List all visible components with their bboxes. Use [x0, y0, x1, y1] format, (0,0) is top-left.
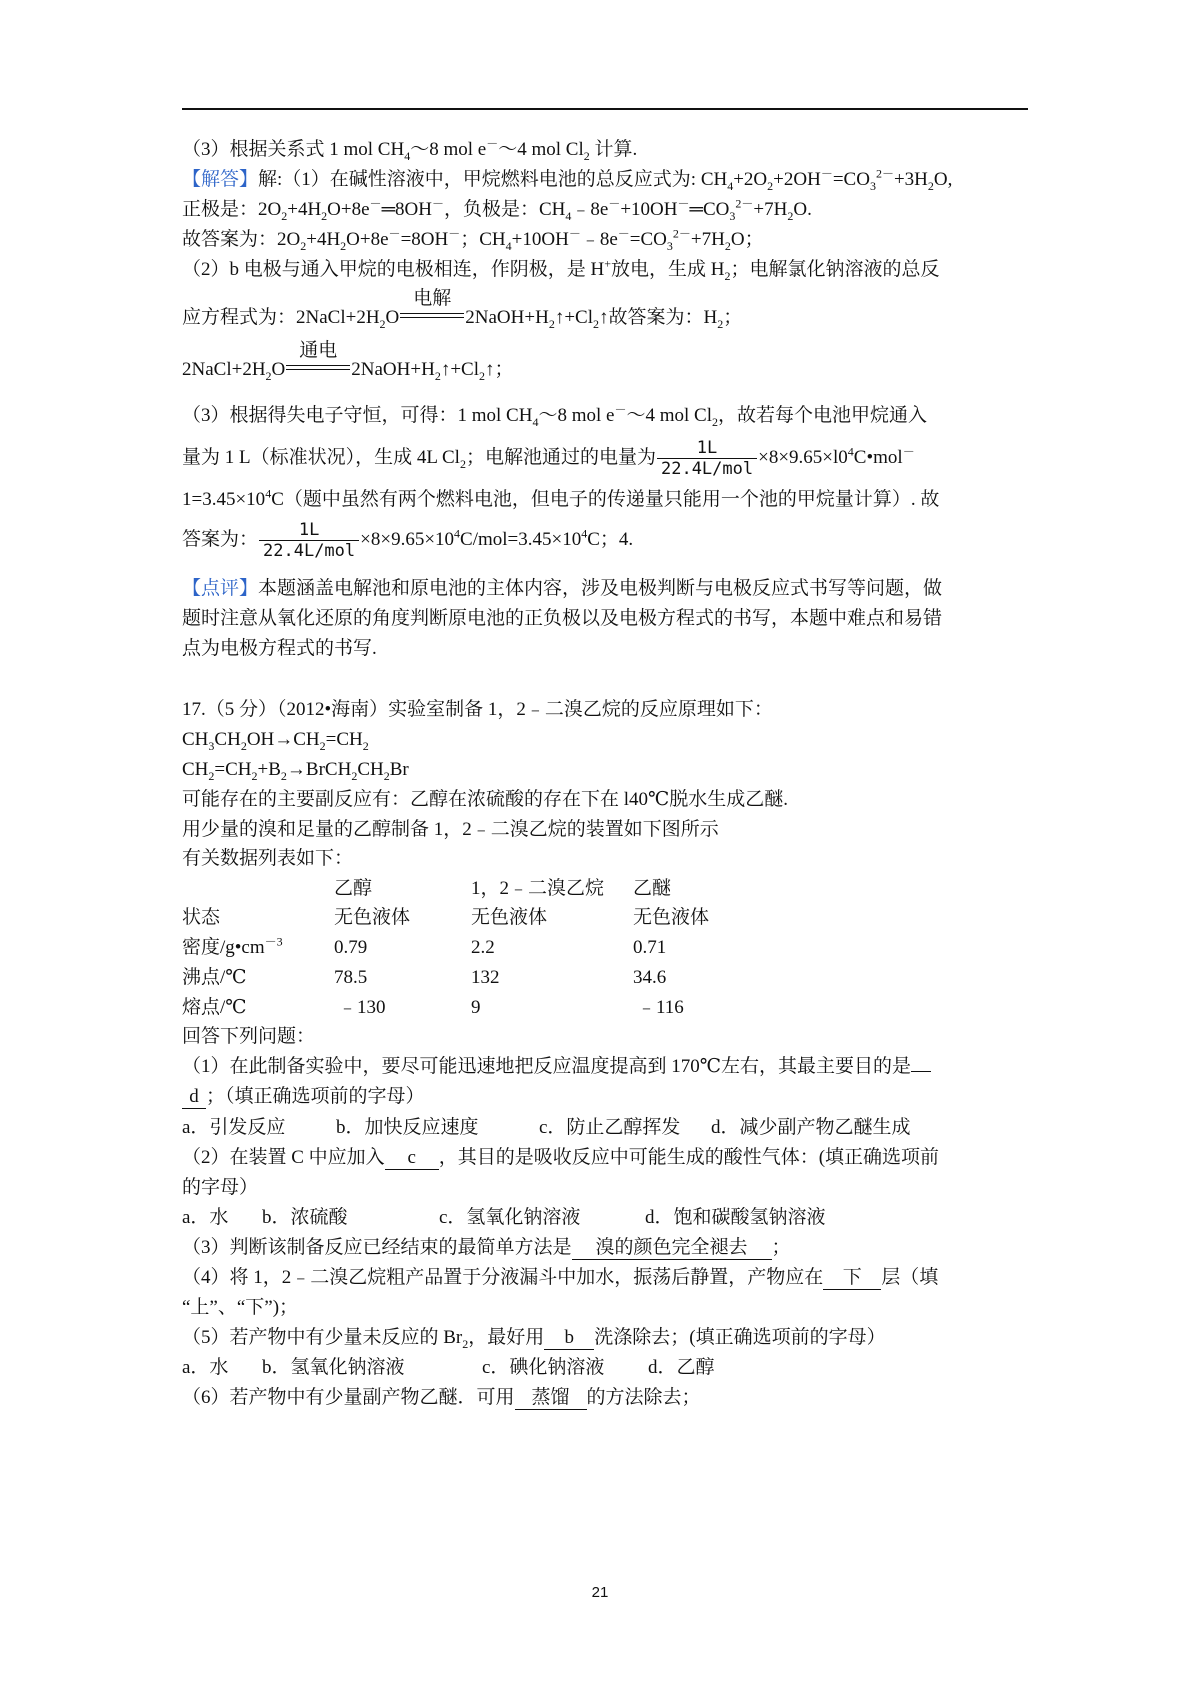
option-d: d．减少副产物乙醚生成	[711, 1117, 911, 1138]
answer-line-4: （2）b 电极与通入甲烷的电极相连，作阴极，是 H+放电，生成 $H_2$；电解氯化钠溶液的总反	[182, 256, 940, 283]
option-c: c．碘化钠溶液	[482, 1357, 605, 1378]
table-cell: 34.6	[633, 967, 667, 988]
answer-line-1: 【解答】解:（1）在碱性溶液中，甲烷燃料电池的总反应式为: $CH_4+2O_2+2OH^-=CO_3^{2-}+3H_2O$,	[182, 166, 953, 193]
answer-blank: 蒸馏	[515, 1387, 587, 1410]
setup-text: 用少量的溴和足量的乙醇制备 1，2﹣二溴乙烷的装置如下图所示	[182, 819, 719, 840]
answer-line-3: 故答案为：$2O_2+4H_2O+8e^-=8OH^-$；$CH_4+10OH^-﹣8e^-=CO_3^{2-}+7H_2O$；	[182, 226, 764, 253]
comment-tag: 【点评】	[182, 578, 259, 599]
option-c: c．防止乙醇挥发	[539, 1117, 681, 1138]
sub-question-6: （6）若产物中有少量副产物乙醚．可用 蒸馏 的方法除去；	[182, 1387, 701, 1408]
table-cell: 熔点/℃	[182, 997, 247, 1018]
fraction: $\frac{1L}{\text{22.4L/mol}}$	[259, 520, 359, 561]
option-d: d．乙醇	[648, 1357, 715, 1378]
answer-blank: 溴的颜色完全褪去	[572, 1237, 772, 1260]
table-cell: 密度$/g•cm^{-3}$	[182, 934, 283, 958]
header-rule	[182, 108, 1028, 110]
option-c: c．氢氧化钠溶液	[439, 1207, 581, 1228]
question-17-title: 17.（5 分）（2012•海南）实验室制备 1，2﹣二溴乙烷的反应原理如下：	[182, 699, 773, 720]
fraction: $\frac{1L}{\text{22.4L/mol}}$	[657, 438, 757, 479]
table-cell: 0.71	[633, 937, 667, 958]
answer-line-5: 应方程式为：$2NaCl+2H_2O$ 电解 $2NaOH+H_2↑+Cl_2↑$故答案为：$H_2$；	[182, 287, 743, 331]
table-cell: 无色液体	[334, 907, 411, 928]
option-b: b．加快反应速度	[336, 1117, 479, 1138]
option-a: a．水	[182, 1357, 229, 1378]
reaction-1: $CH_3CH_2OH\to CH_2=CH_2$	[182, 729, 369, 753]
comment-line-1: 【点评】本题涵盖电解池和原电池的主体内容，涉及电极判断与电极反应式书写等问题，做	[182, 578, 943, 599]
comment-line-3: 点为电极方程式的书写.	[182, 638, 377, 659]
table-intro: 有关数据列表如下：	[182, 848, 354, 869]
table-cell: ﹣130	[338, 997, 386, 1018]
reaction-2: $CH_2=CH_2+B_2\to BrCH_2CH_2Br$	[182, 759, 409, 783]
answer-blank	[911, 1071, 931, 1072]
sub-question-2-cont: 的字母）	[182, 1177, 259, 1198]
sub-question-2: （2）在装置 C 中应加入 c ，其目的是吸收反应中可能生成的酸性气体：(填正确选项前	[182, 1147, 940, 1168]
table-cell: 2.2	[471, 937, 495, 958]
option-b: b．氢氧化钠溶液	[262, 1357, 405, 1378]
para-relation: （3）根据关系式 1 mol $CH_4\sim 8$ mol e－～4 mol $Cl_2$ 计算.	[182, 136, 638, 163]
answer-line-8: 量为 1 L（标准状况），生成 4L $Cl_2$；电解池通过的电量为 $\frac{1L}{\text{22.4L/mol}}$ $\times 8\times 9.65\times l0^4C•mol^-$	[182, 438, 915, 480]
table-cell: 无色液体	[471, 907, 548, 928]
sub-question-1-cont: d ；（填正确选项前的字母）	[182, 1085, 425, 1109]
answer-blank: d	[182, 1086, 206, 1109]
current-arrow: 通电	[286, 361, 350, 375]
sub-question-4: （4）将 1，2﹣二溴乙烷粗产品置于分液漏斗中加水，振荡后静置，产物应在 下 层（填	[182, 1267, 939, 1288]
option-d: d．饱和碳酸氢钠溶液	[645, 1207, 826, 1228]
page-number: 21	[591, 1584, 609, 1601]
answer-line-6: $2NaCl+2H_2O$ 通电 $2NaOH+H_2↑+Cl_2↑$；	[182, 339, 514, 383]
answer-line-10: 答案为： $\frac{1L}{\text{22.4L/mol}}$ $\times 8\times 9.65\times 10^4C/mol=3.45\times 10^4C$；4.	[182, 520, 634, 562]
answer-line-2: 正极是：$2O_2+4H_2O+8e^-═8OH^-$，负极是：$CH_4﹣8e^-+10OH^-═CO_3^{2-}+7H_2O$.	[182, 196, 812, 223]
table-cell: 状态	[182, 907, 221, 928]
table-cell: 无色液体	[633, 907, 710, 928]
table-header: 乙醇	[334, 878, 373, 899]
answer-tag: 【解答】	[182, 169, 259, 190]
answer-blank: b	[544, 1327, 594, 1350]
table-cell: 9	[471, 997, 481, 1018]
sub-question-1: （1）在此制备实验中，要尽可能迅速地把反应温度提高到 170℃左右，其最主要目的是	[182, 1055, 931, 1079]
questions-intro: 回答下列问题：	[182, 1026, 316, 1047]
side-reaction: 可能存在的主要副反应有：乙醇在浓硫酸的存在下在 l40℃脱水生成乙醚.	[182, 789, 789, 810]
sub-question-5: （5）若产物中有少量未反应的 $Br_2$，最好用 b 洗涤除去；(填正确选项前的字母）	[182, 1327, 886, 1351]
table-header: 乙醚	[633, 878, 672, 899]
table-cell: 沸点/℃	[182, 967, 247, 988]
option-a: a．水	[182, 1207, 229, 1228]
answer-line-9: $1=3.45\times 10^4C$（题中虽然有两个燃料电池，但电子的传递量只能用一个池的甲烷量计算）. 故	[182, 486, 940, 510]
option-a: a．引发反应	[182, 1117, 286, 1138]
answer-line-7: （3）根据得失电子守恒，可得：1 mol $CH_4\sim 8$ mol e－～4 mol $Cl_2$，故若每个电池甲烷通入	[182, 402, 927, 429]
answer-blank: 下	[823, 1267, 881, 1290]
table-cell: ﹣116	[637, 997, 684, 1018]
comment-line-2: 题时注意从氧化还原的角度判断原电池的正负极以及电极方程式的书写，本题中难点和易错	[182, 608, 943, 629]
sub-question-3: （3）判断该制备反应已经结束的最简单方法是 溴的颜色完全褪去 ；	[182, 1237, 791, 1258]
electrolysis-arrow: 电解	[400, 309, 464, 323]
answer-blank: c	[385, 1147, 439, 1170]
table-cell: 78.5	[334, 967, 368, 988]
option-b: b．浓硫酸	[262, 1207, 348, 1228]
sub-question-4-cont: “上”、“下”)；	[182, 1297, 299, 1318]
table-header: 1，2﹣二溴乙烷	[471, 878, 605, 899]
table-cell: 132	[471, 967, 500, 988]
table-cell: 0.79	[334, 937, 368, 958]
